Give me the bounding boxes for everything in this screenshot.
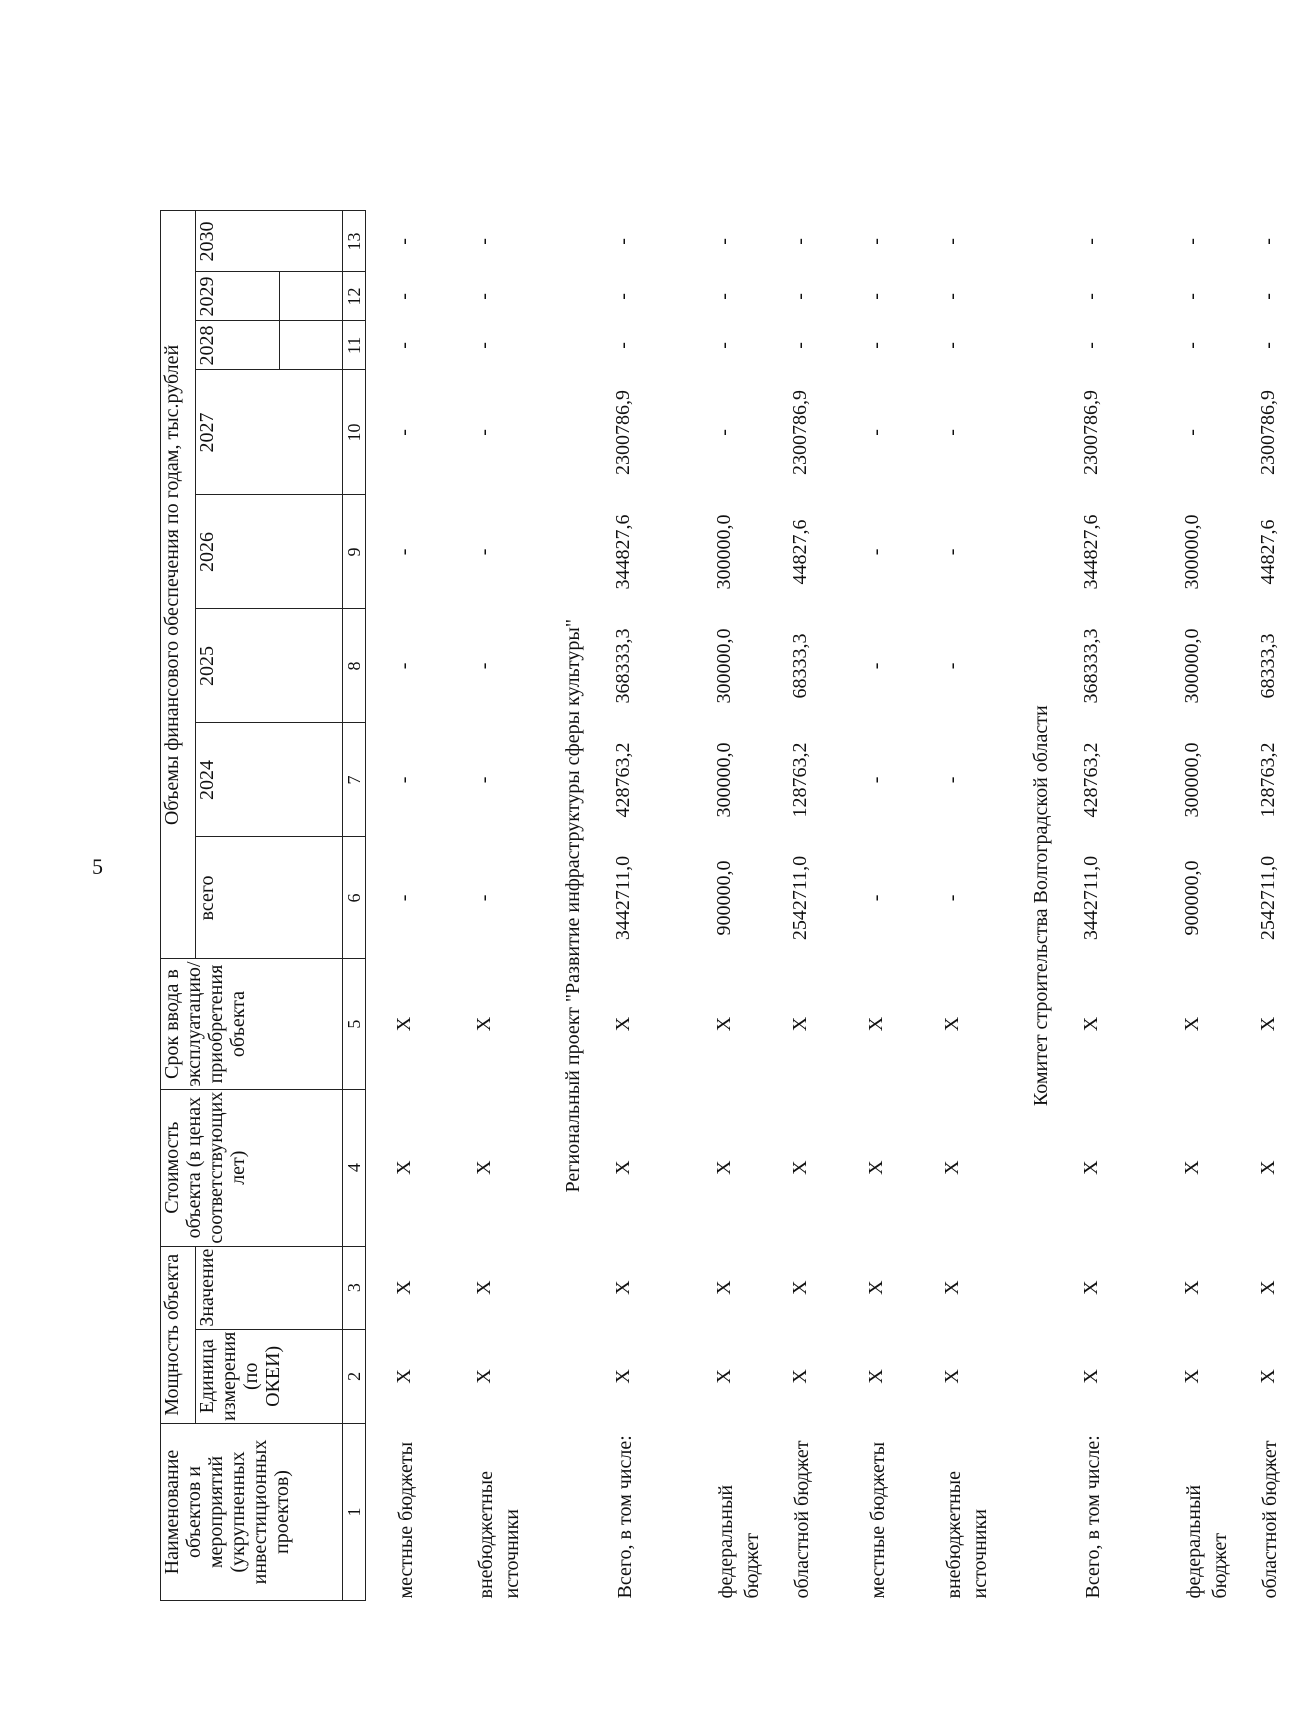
col-number: 13 — [343, 211, 366, 272]
section-title: Региональный проект "Развитие инфраструктуры сферы культуры" — [562, 619, 584, 1193]
table-row — [921, 211, 1022, 1601]
row-name: областной бюджет — [791, 1440, 813, 1599]
year-cell: - — [941, 548, 963, 556]
col-number: 11 — [343, 321, 366, 370]
cost-cell: X — [1080, 1160, 1102, 1175]
commission-cell: X — [941, 1016, 963, 1032]
col-number: 8 — [343, 609, 366, 723]
row-name: Всего, в том числе: — [614, 1435, 636, 1599]
year-cell: - — [393, 662, 415, 670]
header-year: 2028 — [196, 321, 280, 370]
year-cell: 428763,2 — [612, 742, 634, 818]
row-name: местные бюджеты — [395, 1441, 417, 1599]
year-cell: 128763,2 — [789, 742, 811, 818]
header-total: всего — [196, 837, 343, 959]
commission-cell: X — [393, 1016, 415, 1032]
year-cell: - — [865, 429, 887, 436]
unit-cell: X — [473, 1369, 495, 1384]
section-title: Комитет строительства Волгоградской области — [1030, 705, 1052, 1107]
cost-cell: X — [865, 1160, 887, 1175]
year-cell: - — [941, 429, 963, 436]
col-number: 9 — [343, 495, 366, 609]
row-name: Всего, в том числе: — [1082, 1435, 1104, 1599]
header-year: 2027 — [196, 370, 343, 495]
value-cell: X — [789, 1280, 811, 1295]
year-cell: 368333,3 — [612, 628, 634, 704]
col-number: 4 — [343, 1089, 366, 1246]
header-unit: Единица измерения (по ОКЕИ) — [196, 1329, 343, 1423]
cost-cell: X — [713, 1160, 735, 1175]
total-cell: 3442711,0 — [612, 855, 634, 941]
year-cell: 2300786,9 — [1257, 389, 1279, 475]
col-number: 12 — [343, 272, 366, 321]
year-cell: 68333,3 — [789, 633, 811, 699]
commission-cell: X — [1080, 1016, 1102, 1032]
year-cell: - — [713, 293, 735, 300]
commission-cell: X — [612, 1016, 634, 1032]
year-cell: 368333,3 — [1080, 628, 1102, 704]
table-row — [845, 211, 921, 1601]
col-number: 10 — [343, 370, 366, 495]
year-cell: - — [612, 342, 634, 349]
year-cell: 2300786,9 — [1080, 389, 1102, 475]
row-name: местные бюджеты — [867, 1441, 889, 1599]
year-cell: - — [393, 429, 415, 436]
year-cell: - — [865, 238, 887, 245]
year-cell: - — [865, 776, 887, 784]
year-cell: - — [941, 293, 963, 300]
table-row — [693, 211, 769, 1601]
total-cell: - — [941, 894, 963, 902]
section-heading-row — [554, 211, 592, 1601]
cost-cell: X — [1257, 1160, 1279, 1175]
year-cell: - — [713, 238, 735, 245]
year-cell: - — [473, 238, 495, 245]
unit-cell: X — [713, 1369, 735, 1384]
year-cell: 344827,6 — [612, 514, 634, 590]
table-row — [1060, 211, 1161, 1601]
year-cell: - — [473, 548, 495, 556]
unit-cell: X — [941, 1369, 963, 1384]
table-row — [453, 211, 554, 1601]
row-name: федеральный бюджет — [1183, 1484, 1231, 1599]
header-cost: Стоимость объекта (в ценах соответствующих лет) — [161, 1089, 343, 1246]
section-heading-row — [1022, 211, 1060, 1601]
year-cell: - — [1181, 293, 1203, 300]
cost-cell: X — [612, 1160, 634, 1175]
commission-cell: X — [1257, 1016, 1279, 1032]
year-cell: - — [789, 293, 811, 300]
year-cell: 300000,0 — [713, 628, 735, 704]
year-cell: 2300786,9 — [789, 389, 811, 475]
year-cell: 344827,6 — [1080, 514, 1102, 590]
year-cell: - — [612, 293, 634, 300]
year-cell: - — [393, 238, 415, 245]
header-year: 2029 — [196, 272, 280, 321]
commission-cell: X — [473, 1016, 495, 1032]
header-year: 2024 — [196, 723, 343, 837]
year-cell: - — [393, 776, 415, 784]
unit-cell: X — [612, 1369, 634, 1384]
cost-cell: X — [393, 1160, 415, 1175]
col-number: 6 — [343, 837, 366, 959]
year-cell: 44827,6 — [789, 519, 811, 585]
year-cell: 300000,0 — [713, 514, 735, 590]
year-cell: 44827,6 — [1257, 519, 1279, 585]
col-number: 1 — [343, 1424, 366, 1601]
header-year: 2025 — [196, 609, 343, 723]
header-year: 2030 — [196, 211, 343, 272]
header-commission: Срок ввода в эксплуатацию/ приобретения объекта — [161, 959, 343, 1089]
table-row — [592, 211, 693, 1601]
row-name: федеральный бюджет — [715, 1484, 763, 1599]
unit-cell: X — [1181, 1369, 1203, 1384]
unit-cell: X — [1257, 1369, 1279, 1384]
year-cell: - — [1181, 342, 1203, 349]
year-cell: - — [941, 776, 963, 784]
year-cell: - — [393, 548, 415, 556]
year-cell: - — [941, 238, 963, 245]
value-cell: X — [1181, 1280, 1203, 1295]
table-row — [1237, 211, 1313, 1601]
col-number: 7 — [343, 723, 366, 837]
total-cell: - — [473, 894, 495, 902]
year-cell: 300000,0 — [1181, 628, 1203, 704]
year-cell: - — [865, 342, 887, 349]
year-cell: - — [473, 662, 495, 670]
total-cell: 2542711,0 — [789, 855, 811, 941]
total-cell: 900000,0 — [713, 860, 735, 936]
row-name: внебюджетные источники — [475, 1471, 523, 1599]
year-cell: 300000,0 — [1181, 514, 1203, 590]
year-cell: - — [713, 342, 735, 349]
year-cell: - — [473, 342, 495, 349]
col-number: 2 — [343, 1329, 366, 1423]
header-capacity-group: Мощность объекта — [161, 1246, 196, 1423]
value-cell: X — [393, 1280, 415, 1295]
commission-cell: X — [865, 1016, 887, 1032]
value-cell: X — [612, 1280, 634, 1295]
year-cell: - — [612, 238, 634, 245]
year-cell: - — [713, 429, 735, 436]
table-row — [769, 211, 845, 1601]
year-cell: - — [393, 293, 415, 300]
year-cell: - — [789, 238, 811, 245]
year-cell: - — [865, 293, 887, 300]
budget-table — [160, 210, 1313, 1601]
year-cell: 128763,2 — [1257, 742, 1279, 818]
year-cell: - — [941, 342, 963, 349]
value-cell: X — [941, 1280, 963, 1295]
year-cell: - — [1181, 429, 1203, 436]
total-cell: 2542711,0 — [1257, 855, 1279, 941]
header-funding-group: Объемы финансового обеспечения по годам, тыс.рублей — [161, 211, 196, 959]
year-cell: 300000,0 — [713, 742, 735, 818]
unit-cell: X — [393, 1369, 415, 1384]
year-cell: - — [1080, 238, 1102, 245]
commission-cell: X — [713, 1016, 735, 1032]
value-cell: X — [865, 1280, 887, 1295]
value-cell: X — [1257, 1280, 1279, 1295]
year-cell: 428763,2 — [1080, 742, 1102, 818]
header-year: 2026 — [196, 495, 343, 609]
col-number: 5 — [343, 959, 366, 1089]
row-name: областной бюджет — [1259, 1440, 1281, 1599]
year-cell: - — [789, 342, 811, 349]
year-cell: 2300786,9 — [612, 389, 634, 475]
unit-cell: X — [1080, 1369, 1102, 1384]
row-name: внебюджетные источники — [943, 1471, 991, 1599]
total-cell: 3442711,0 — [1080, 855, 1102, 941]
year-cell: - — [473, 293, 495, 300]
value-cell: X — [473, 1280, 495, 1295]
total-cell: - — [393, 894, 415, 902]
commission-cell: X — [789, 1016, 811, 1032]
cost-cell: X — [789, 1160, 811, 1175]
header-year-spacer — [280, 321, 343, 370]
table-row — [1161, 211, 1237, 1601]
value-cell: X — [1080, 1280, 1102, 1295]
header-name: Наименование объектов и мероприятий (укрупненных инвестиционных проектов) — [161, 1424, 343, 1601]
unit-cell: X — [865, 1369, 887, 1384]
col-number: 3 — [343, 1246, 366, 1329]
year-cell: - — [393, 342, 415, 349]
header-year-spacer — [280, 272, 343, 321]
year-cell: - — [1257, 238, 1279, 245]
page-number: 5 — [92, 854, 103, 879]
cost-cell: X — [473, 1160, 495, 1175]
total-cell: 900000,0 — [1181, 860, 1203, 936]
total-cell: - — [865, 894, 887, 902]
header-value: Значение — [196, 1246, 343, 1329]
year-cell: - — [1257, 342, 1279, 349]
year-cell: - — [941, 662, 963, 670]
year-cell: - — [1080, 342, 1102, 349]
year-cell: - — [865, 662, 887, 670]
cost-cell: X — [1181, 1160, 1203, 1175]
table-row — [366, 211, 454, 1601]
commission-cell: X — [1181, 1016, 1203, 1032]
year-cell: 68333,3 — [1257, 633, 1279, 699]
year-cell: - — [473, 776, 495, 784]
year-cell: - — [1257, 293, 1279, 300]
year-cell: - — [473, 429, 495, 436]
unit-cell: X — [789, 1369, 811, 1384]
year-cell: - — [1080, 293, 1102, 300]
value-cell: X — [713, 1280, 735, 1295]
cost-cell: X — [941, 1160, 963, 1175]
year-cell: - — [1181, 238, 1203, 245]
year-cell: - — [865, 548, 887, 556]
year-cell: 300000,0 — [1181, 742, 1203, 818]
